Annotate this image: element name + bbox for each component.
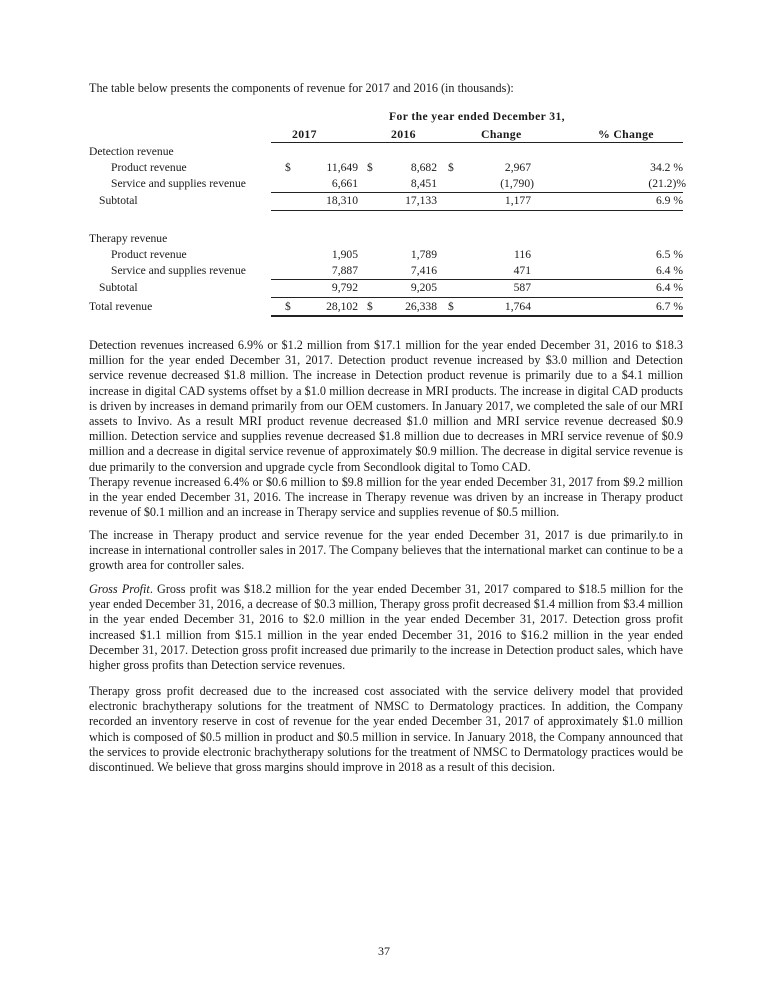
row-label: Product revenue [111,248,187,261]
page-number: 37 [378,944,390,958]
row-label: Subtotal [99,281,138,294]
value-2016: 9,205 [410,281,437,294]
table-row [89,281,683,297]
gross-profit-text: . Gross profit was $18.2 million for the year ended December 31, 2017 compared to $18.5 million for the year ended December 31, 2016, a decrease of $0.3 million, Therapy gross profit decreased $1.4 million from $3.4 million in the year ended December 31, 2016 to $2.0 million in the year ended December 31, 2017. Detection gross profit increased $1.1 million from $15.1 million in the year ended December 31, 2016 to $16.2 million in the year ended December 31, 2017. Detection gross profit increased due primarily to the increase in Detection product sales, which have higher gross profits than Detection service revenues. [89,582,683,673]
column-header-2016: 2016 [391,127,416,141]
column-header-change: Change [481,127,522,141]
paragraph-therapy-revenue: Therapy revenue increased 6.4% or $0.6 million to $9.8 million for the year ended December 31, 2017 from $9.2 million in the year ended December 31, 2016. The increase in Therapy revenue was driven by an increase in Therapy product revenue of $0.1 million and an increase in Therapy service and supplies revenue of $0.5 million. [89,475,683,520]
gross-profit-heading: Gross Profit [89,582,150,596]
value-2016: 8,451 [410,177,437,190]
currency-symbol: $ [285,300,291,313]
value-2017: 18,310 [326,194,358,207]
value-2017: 11,649 [326,161,358,174]
value-2016: 8,682 [410,161,437,174]
row-label: Total revenue [89,300,153,313]
currency-symbol: $ [367,161,373,174]
value-change: 1,177 [504,194,531,207]
table-row [89,264,683,280]
value-change: 471 [513,264,531,277]
total-double-underline [271,315,683,317]
row-label: Detection revenue [89,145,174,158]
value-change: 1,764 [504,300,531,313]
value-change: (1,790) [500,177,534,190]
subtotal-underline [271,297,683,298]
currency-symbol: $ [285,161,291,174]
table-row [89,161,683,177]
subtotal-rule [271,279,683,280]
header-rule [271,142,683,143]
paragraph-therapy-increase: The increase in Therapy product and service revenue for the year ended December 31, 2017 is due primarily.to in increase in international controller sales in 2017. The Company believes that the international market can continue to be a growth area for controller sales. [89,528,683,573]
column-header-2017: 2017 [292,127,317,141]
value-2017: 1,905 [331,248,358,261]
paragraph-gross-profit [89,582,683,673]
value-2016: 17,133 [405,194,437,207]
value-pct-change: 6.9 % [655,194,683,207]
subtotal-underline [271,210,683,211]
value-pct-change: (21.2)% [648,177,686,190]
value-2017: 7,887 [331,264,358,277]
paragraph-therapy-gross-profit: Therapy gross profit decreased due to the increased cost associated with the service delivery model that provided electronic brachytherapy solutions for the treatment of NMSC to Dermatology practices. In addition, the Company recorded an inventory reserve in cost of revenue for the year ended December 31, 2017 of approximately $1.0 million which is composed of $0.5 million in product and $0.5 million in service. In January 2018, the Company announced that the services to provide electronic brachytherapy solutions for the treatment of NMSC to Dermatology practices would be discontinued. We believe that gross margins should improve in 2018 as a result of this decision. [89,684,683,775]
row-label: Therapy revenue [89,232,168,245]
table-row [89,145,683,161]
column-header-pct-change: % Change [598,127,654,141]
row-label: Product revenue [111,161,187,174]
row-label: Subtotal [99,194,138,207]
value-pct-change: 6.5 % [655,248,683,261]
paragraph-detection-revenue: Detection revenues increased 6.9% or $1.2 million from $17.1 million for the year ended December 31, 2016 to $18.3 million for the year ended December 31, 2017. Detection product revenue increased by $3.0 million and Detection service revenue decreased $1.8 million. The increase in Detection product revenue is primarily due to a $4.1 million increase in digital CAD systems offset by a $1.0 million decrease in MRI products. The increase in digital CAD products is driven by increases in demand primarily from our OEM customers. In January 2017, we completed the sale of our MRI assets to Invivo. As a result MRI product revenue decreased $1.0 million and MRI service revenue decreased $0.9 million. Detection service and supplies revenue decreased $1.8 million due to decreases in MRI service revenue of $0.9 million and a decrease in digital service revenue of approximately $0.9 million. The decrease in digital service revenue is due primarily to the conversion and upgrade cycle from Secondlook digital to Tomo CAD. [89,338,683,474]
value-2016: 26,338 [405,300,437,313]
value-2017: 9,792 [331,281,358,294]
value-2016: 7,416 [410,264,437,277]
row-label: Service and supplies revenue [111,264,246,277]
value-pct-change: 34.2 % [650,161,683,174]
value-2017: 6,661 [331,177,358,190]
value-2016: 1,789 [410,248,437,261]
currency-symbol: $ [448,300,454,313]
table-group-header: For the year ended December 31, [389,110,565,123]
value-pct-change: 6.4 % [655,281,683,294]
value-change: 587 [513,281,531,294]
value-pct-change: 6.7 % [655,300,683,313]
value-pct-change: 6.4 % [655,264,683,277]
subtotal-rule [271,192,683,193]
value-change: 2,967 [504,161,531,174]
value-change: 116 [514,248,531,261]
table-row [89,232,683,248]
row-label: Service and supplies revenue [111,177,246,190]
table-row [89,177,686,193]
table-intro: The table below presents the components of revenue for 2017 and 2016 (in thousands): [89,81,514,95]
value-2017: 28,102 [326,300,358,313]
table-row [89,248,683,264]
currency-symbol: $ [367,300,373,313]
table-row [89,300,683,316]
currency-symbol: $ [448,161,454,174]
table-row [89,194,683,210]
